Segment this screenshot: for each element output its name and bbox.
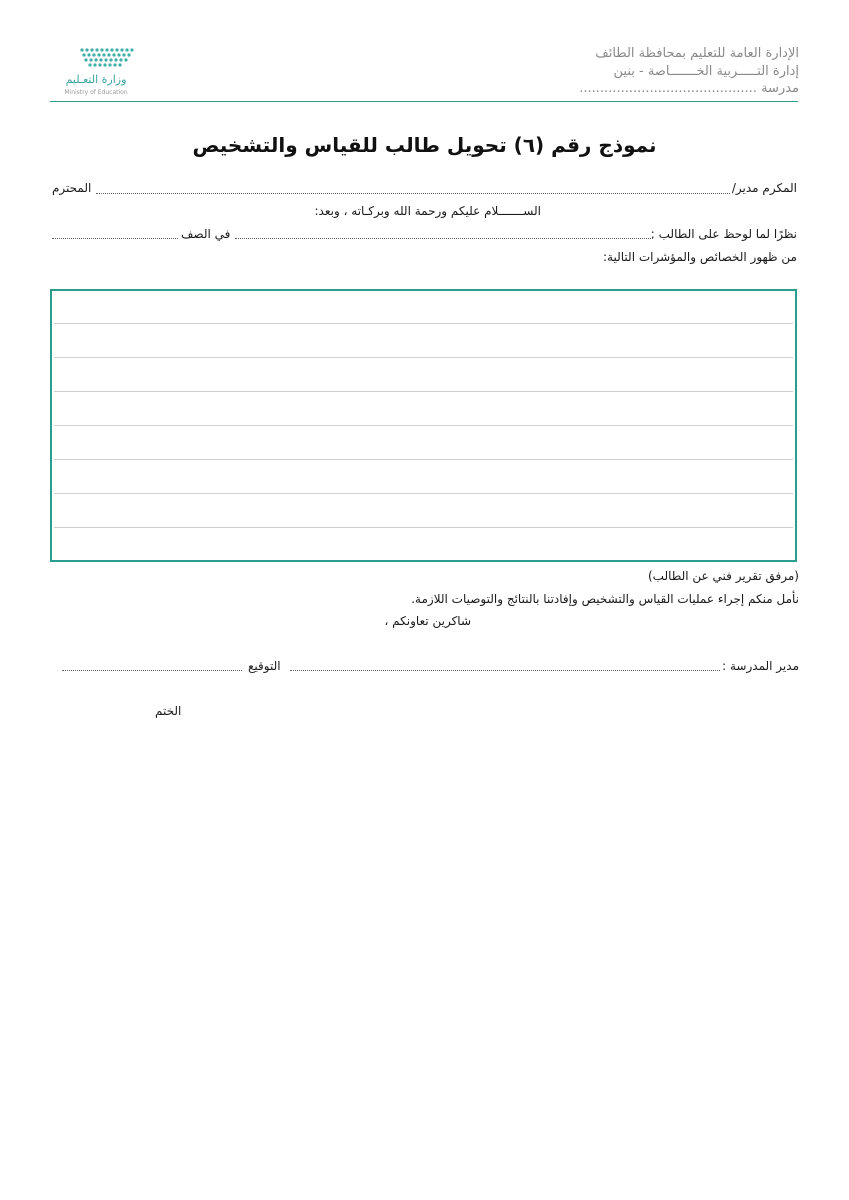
class-label: في الصف xyxy=(181,227,231,241)
table-row-divider xyxy=(54,459,793,460)
principal-name-field[interactable] xyxy=(290,670,720,671)
greeting-text: الســـــــلام عليكم ورحمة الله وبركـاته ، وبعد: xyxy=(314,204,541,218)
header-directorate: الإدارة العامة للتعليم بمحافظة الطائف xyxy=(595,46,799,61)
signature-label: التوقيع xyxy=(248,659,281,673)
addressee-suffix: المحترم xyxy=(52,181,92,195)
table-row-divider xyxy=(54,357,793,358)
class-field[interactable] xyxy=(52,238,178,239)
logo-arabic-text: وزارة التعـليم xyxy=(65,73,127,86)
header-divider xyxy=(50,101,798,102)
observed-label: نظرًا لما لوحظ على الطالب : xyxy=(650,227,797,241)
header-department: إدارة التـــــربية الخـــــــاصة - بنين xyxy=(613,64,799,79)
table-row-divider xyxy=(54,425,793,426)
table-row-divider xyxy=(54,493,793,494)
header-school: مدرسة ........................................... xyxy=(579,81,799,96)
addressee-field[interactable] xyxy=(96,193,730,194)
logo-english-text: Ministry of Education xyxy=(64,89,128,96)
stamp-label: الختم xyxy=(155,704,182,718)
signature-field[interactable] xyxy=(62,670,242,671)
table-row-divider xyxy=(54,323,793,324)
addressee-label: المكرم مدير/ xyxy=(731,181,797,195)
attachment-note: (مرفق تقرير فني عن الطالب) xyxy=(648,569,799,583)
indicators-label: من ظهور الخصائص والمؤشرات التالية: xyxy=(603,250,797,264)
principal-label: مدير المدرسة : xyxy=(722,659,799,673)
table-row-divider xyxy=(54,527,793,528)
student-name-field[interactable] xyxy=(235,238,653,239)
page-title: نموذج رقم (٦) تحويل طالب للقياس والتشخيص xyxy=(192,133,657,157)
request-text: نأمل منكم إجراء عمليات القياس والتشخيص وإفادتنا بالنتائج والتوصيات اللازمة. xyxy=(411,592,799,606)
indicators-table[interactable] xyxy=(50,289,797,562)
thanks-text: شاكرين تعاونكم ، xyxy=(384,614,471,628)
table-row-divider xyxy=(54,391,793,392)
